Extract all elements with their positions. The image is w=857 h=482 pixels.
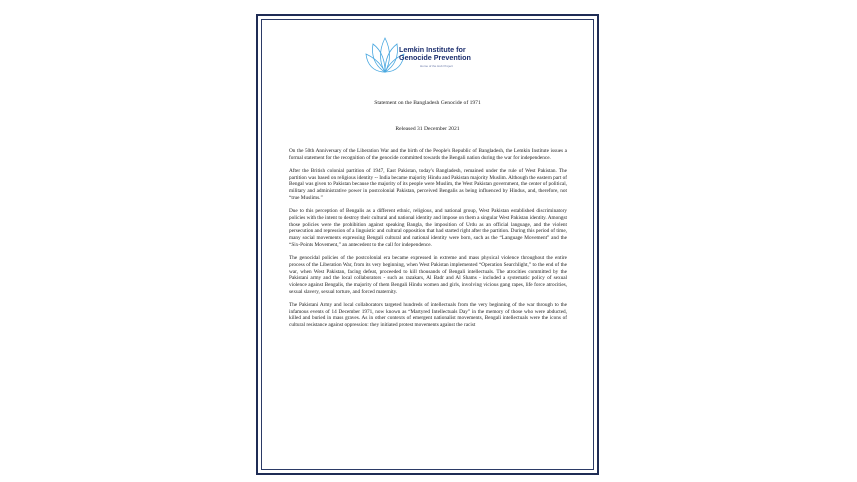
document-page-inner-border xyxy=(261,19,594,470)
logo-title-line2: Genocide Prevention xyxy=(399,53,471,63)
release-date: Released 31 December 2021 xyxy=(395,126,460,132)
paragraph: The genocidal policies of the postcolonial era became expressed in extreme and mass physical violence throughout the entire process of the Liberation War, from its very beginning, when West Pakistan implemented “Operation Searchlight,” to the end of the war, when West Pakistan, facing defeat, proceeded to kill thousands of Bengali intellectuals. The atrocities committed by the Pakistani army and the local collaborators - such as razakars, Al Badr and Al Shams - included a systematic policy of sexual violence against Bengalis, the majority of them Bengali Hindu women and girls, involving vicious gang rapes, life force atrocities, sexual slavery, sexual torture, and forced maternity. xyxy=(289,254,567,295)
paragraph: The Pakistani Army and local collaborators targeted hundreds of intellectuals from the very beginning of the war through to the infamous events of 14 December 1971, now known as “Martyred Intellectuals Day” in the memory of those who were abducted, killed and buried in mass graves. As in other contexts of emergent nationalist movements, Bengali intellectuals were the icons of cultural resistance against oppression: they initiated protest movements against the racist xyxy=(289,301,567,329)
institute-logo xyxy=(365,32,505,80)
statement-body xyxy=(289,148,567,329)
logo-title xyxy=(399,46,471,63)
paragraph: After the British colonial partition of 1947, East Pakistan, today's Bangladesh, remained under the rule of West Pakistan. The partition was based on religious identity -- India became majority Hindu and Pakistan majority Muslim. Although the eastern part of Bengal was given to Pakistan because the majority of its people were Muslim, the West Pakistan government, the center of political, military and administrative power in postcolonial Pakistan, perceived Bengalis as being influenced by Hindus, and, therefore, not “true Muslims.” xyxy=(289,167,567,201)
logo-title-line1: Lemkin Institute for xyxy=(399,45,466,54)
document-title: Statement on the Bangladesh Genocide of 1971 xyxy=(374,100,481,106)
document-page xyxy=(256,14,599,475)
logo-tagline: Home of the Hub Project xyxy=(420,64,453,68)
paragraph: Due to this perception of Bengalis as a different ethnic, religious, and national group, West Pakistan established discriminatory policies with the intent to destroy their cultural and national identity and impose on them a singular West Pakistan identity. Amongst those policies were the prohibition against speaking Bangla, the imposition of Urdu as an official language, and the violent persecution and repression of a linguistic and cultural opposition that had started right after the partition. During this period of time, many social movements expressing Bengali cultural and national identity were born, such as the “Language Movement” and the “Six-Points Movement,” an antecedent to the call for independence. xyxy=(289,207,567,248)
paragraph: On the 50th Anniversary of the Liberation War and the birth of the People's Republic of Bangladesh, the Lemkin Institute issues a formal statement for the recognition of the genocide committed towards the Bengali nation during the war for independence. xyxy=(289,148,567,161)
